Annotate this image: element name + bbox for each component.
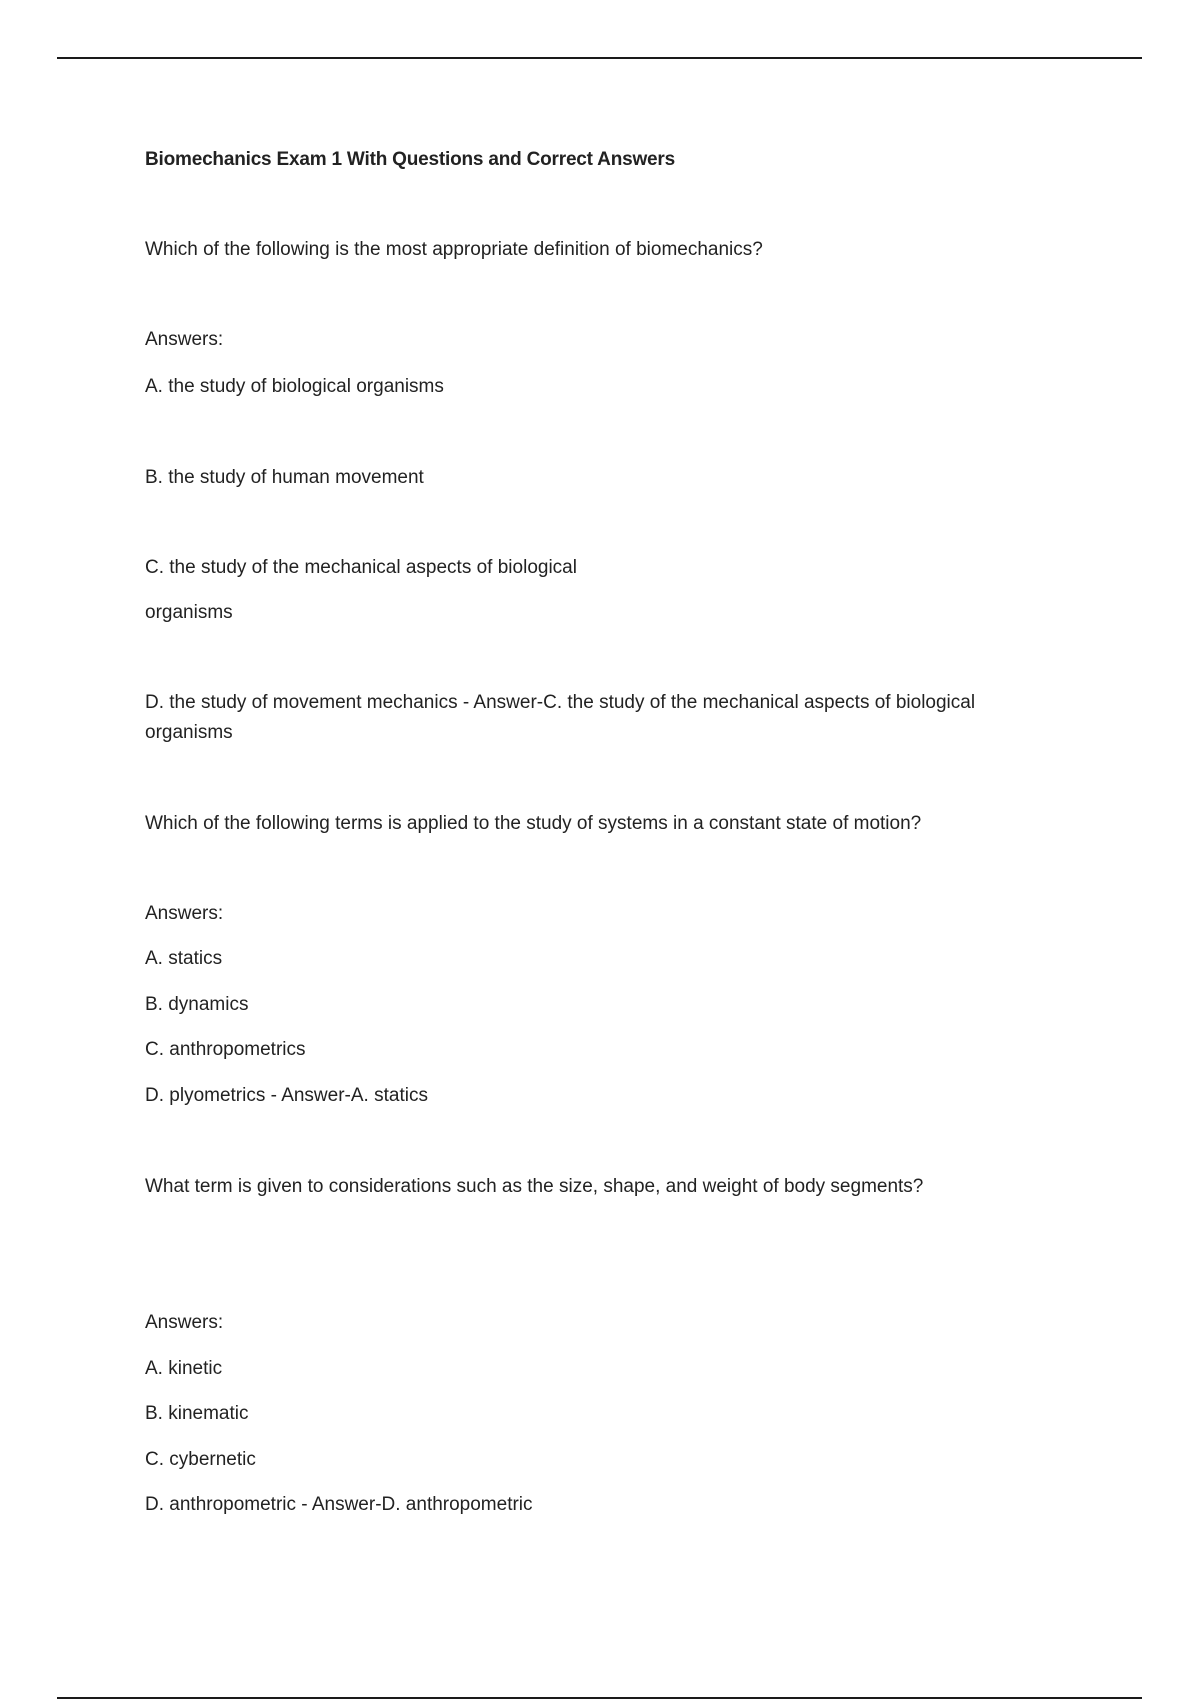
question-1-option-b: B. the study of human movement bbox=[145, 467, 424, 488]
question-2-option-b: B. dynamics bbox=[145, 994, 249, 1015]
question-3-option-c: C. cybernetic bbox=[145, 1449, 256, 1470]
question-1-answers-label: Answers: bbox=[145, 329, 224, 350]
question-1-option-d-cont: organisms bbox=[145, 722, 233, 743]
question-2-option-d: D. plyometrics - Answer-A. statics bbox=[145, 1085, 428, 1106]
question-1-option-c-cont: organisms bbox=[145, 602, 233, 623]
question-3-option-d: D. anthropometric - Answer-D. anthropometric bbox=[145, 1494, 533, 1515]
footer-rule bbox=[57, 1697, 1142, 1699]
question-3-option-a: A. kinetic bbox=[145, 1358, 223, 1379]
question-3-text: What term is given to considerations such as the size, shape, and weight of body segments? bbox=[145, 1176, 924, 1197]
question-2-answers-label: Answers: bbox=[145, 903, 224, 924]
question-1-text: Which of the following is the most appropriate definition of biomechanics? bbox=[145, 239, 763, 260]
question-1-option-d: D. the study of movement mechanics - Answer-C. the study of the mechanical aspects of biological bbox=[145, 692, 976, 713]
question-1-option-c: C. the study of the mechanical aspects of biological bbox=[145, 557, 577, 578]
question-2-option-c: C. anthropometrics bbox=[145, 1039, 306, 1060]
header-rule bbox=[57, 57, 1142, 59]
question-2-text: Which of the following terms is applied to the study of systems in a constant state of motion? bbox=[145, 813, 922, 834]
question-1-option-a: A. the study of biological organisms bbox=[145, 376, 444, 397]
document-title: Biomechanics Exam 1 With Questions and Correct Answers bbox=[145, 149, 675, 170]
question-3-option-b: B. kinematic bbox=[145, 1403, 249, 1424]
question-3-answers-label: Answers: bbox=[145, 1312, 224, 1333]
question-2-option-a: A. statics bbox=[145, 948, 223, 969]
